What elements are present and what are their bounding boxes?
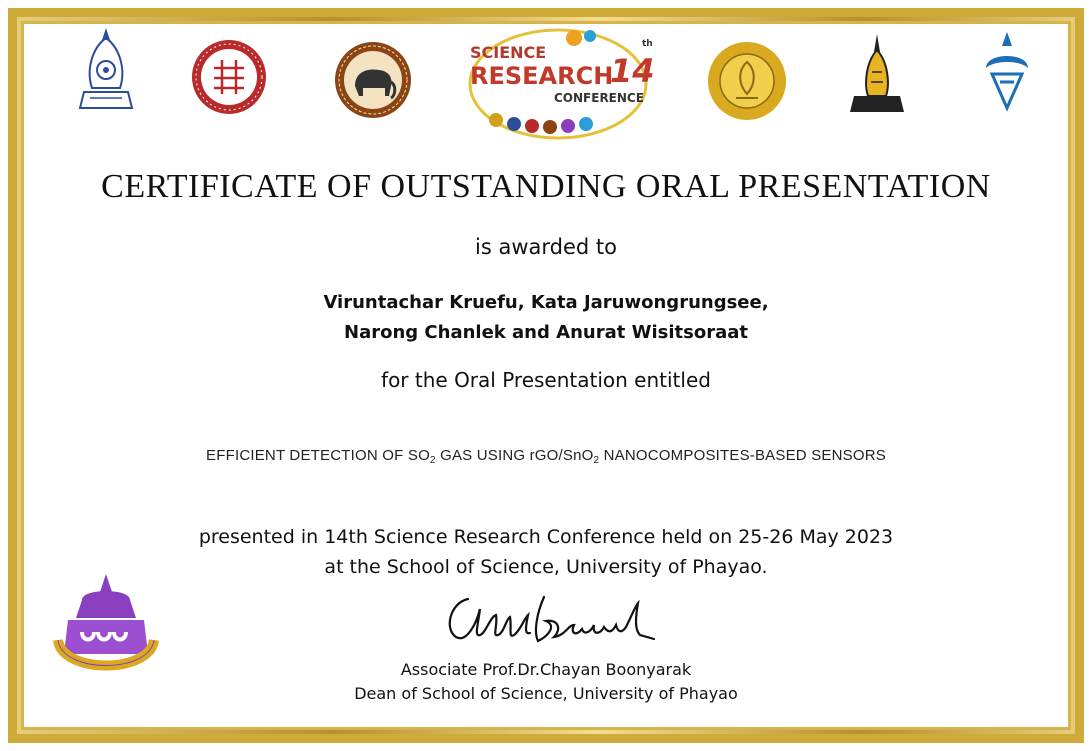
presentation-title-part-2: GAS USING rGO/SnO — [435, 447, 594, 464]
conference-details-line-2: at the School of Science, University of Phayao. — [324, 556, 768, 578]
presentation-title-part-1: EFFICIENT DETECTION OF SO — [206, 447, 430, 464]
signatory-block — [0, 658, 1092, 706]
conference-logo-conference-text: CONFERENCE — [554, 91, 644, 105]
thaksin-university-logo — [976, 30, 1038, 122]
presentation-title-subscript-2: 2 — [593, 455, 600, 466]
science-research-conference-logo — [462, 24, 658, 144]
certificate-title: CERTIFICATE OF OUTSTANDING ORAL PRESENTATION — [101, 168, 991, 205]
signatory-name: Associate Prof.Dr.Chayan Boonyarak — [400, 660, 692, 679]
recipient-names-line-2: Narong Chanlek and Anurat Wisitsoraat — [344, 322, 748, 343]
presentation-intro-text: for the Oral Presentation entitled — [381, 368, 711, 392]
university-tower-logo — [842, 32, 912, 120]
burapha-university-seal-logo — [706, 40, 788, 122]
conference-details — [0, 522, 1092, 582]
recipient-names-line-1: Viruntachar Kruefu, Kata Jaruwongrungsee, — [323, 292, 769, 313]
conference-logo-number-text: 14 — [610, 52, 655, 90]
thai-emblem-logo — [76, 26, 136, 116]
presentation-title-subscript-1: 2 — [429, 455, 436, 466]
dean-signature — [440, 585, 660, 655]
recipient-names — [0, 288, 1092, 348]
logo-strip — [0, 0, 1092, 150]
elephant-seal-logo — [333, 40, 413, 120]
conference-logo-suffix-text: th — [642, 39, 653, 49]
conference-logo-research-text: RESEARCH — [470, 62, 614, 90]
conference-details-line-1: presented in 14th Science Research Conference held on 25-26 May 2023 — [198, 526, 894, 548]
university-seal-red-logo — [190, 38, 268, 116]
presentation-title — [0, 447, 1092, 466]
conference-logo-science-text: SCIENCE — [470, 43, 547, 62]
presentation-title-part-3: NANOCOMPOSITES-BASED SENSORS — [599, 447, 886, 464]
signatory-position: Dean of School of Science, University of Phayao — [354, 684, 738, 703]
awarded-to-text: is awarded to — [475, 235, 617, 259]
